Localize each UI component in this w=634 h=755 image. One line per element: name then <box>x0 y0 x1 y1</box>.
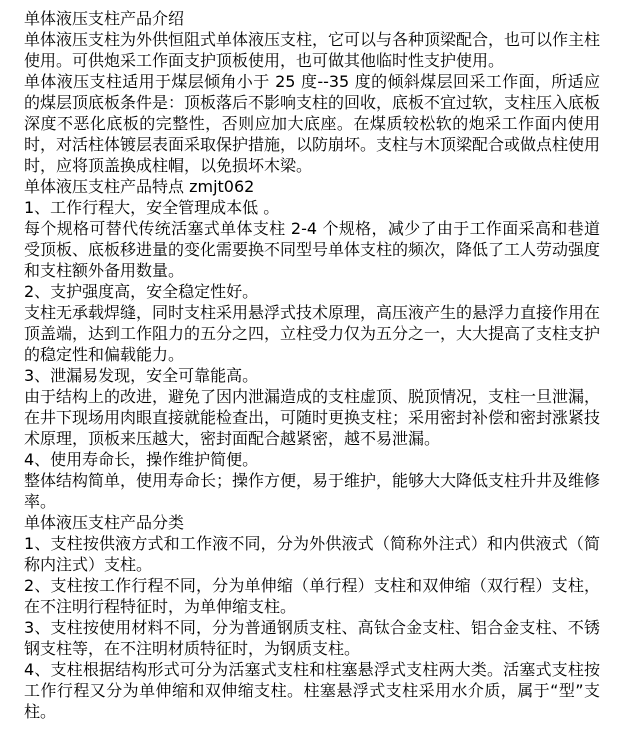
paragraph: 每个规格可替代传统活塞式单体支柱 2-4 个规格，减少了由于工作面采高和巷道受顶板、底板移进量的变化需要换不同型号单体支柱的频次，降低了工人劳动强度和支柱额外备用数量。 <box>24 219 601 280</box>
feature-subheading: 3、泄漏易发现，安全可靠能高。 <box>24 366 259 385</box>
paragraph: 2、支柱按工作行程不同，分为单伸缩（单行程）支柱和双伸缩（双行程）支柱，在不注明行程特征时，为单伸缩支柱。 <box>24 576 600 616</box>
section-heading: 单体液压支柱产品特点 zmjt062 <box>24 177 255 196</box>
article-body <box>24 8 600 722</box>
paragraph: 3、支柱按使用材料不同，分为普通钢质支柱、高钛合金支柱、铝合金支柱、不锈钢支柱等，在不注明材质特征时，为钢质支柱。 <box>24 618 600 658</box>
paragraph: 由于结构上的改进，避免了因内泄漏造成的支柱虚顶、脱顶情况，支柱一旦泄漏，在井下现场用肉眼直接就能检查出，可随时更换支柱；采用密封补偿和密封涨紧技术原理，顶板来压越大，密封面配合越紧密，越不易泄漏。 <box>24 387 601 448</box>
paragraph: 单体液压支柱为外供恒阻式单体液压支柱，它可以与各种顶梁配合，也可以作主柱使用。可供炮采工作面支护顶板使用，也可做其他临时性支护使用。 <box>24 30 601 70</box>
paragraph: 整体结构简单，使用寿命长；操作方便，易于维护，能够大大降低支柱升井及维修率。 <box>24 471 601 511</box>
feature-subheading: 4、使用寿命长，操作维护简便。 <box>24 450 259 469</box>
section-heading: 单体液压支柱产品分类 <box>24 513 185 532</box>
section-heading: 单体液压支柱产品介绍 <box>24 9 185 28</box>
paragraph: 4、支柱根据结构形式可分为活塞式支柱和柱塞悬浮式支柱两大类。活塞式支柱按工作行程又分为单伸缩和双伸缩支柱。柱塞悬浮式支柱采用水介质，属于“型”支柱。 <box>24 660 600 721</box>
feature-subheading: 1、工作行程大，安全管理成本低 。 <box>24 198 280 217</box>
paragraph: 支柱无承载焊缝，同时支柱采用悬浮式技术原理，高压液产生的悬浮力直接作用在顶盖端，达到工作阻力的五分之四，立柱受力仅为五分之一，大大提高了支柱支护的稳定性和偏载能力。 <box>24 303 601 364</box>
paragraph: 单体液压支柱适用于煤层倾角小于 25 度--35 度的倾斜煤层回采工作面，所适应的煤层顶底板条件是：顶板落后不影响支柱的回收，底板不宜过软，支柱压入底板深度不恶化底板的完整性，否则应加大底座。在煤质较松软的炮采工作面内使用时，对活柱体镀层表面采取保护措施，以防崩坏。支柱与木顶梁配合或做点柱使用时，应将顶盖换成柱帽，以免损坏木梁。 <box>24 72 601 175</box>
feature-subheading: 2、支护强度高，安全稳定性好。 <box>24 282 259 301</box>
paragraph: 1、支柱按供液方式和工作液不同，分为外供液式（简称外注式）和内供液式（简称内注式）支柱。 <box>24 534 600 574</box>
